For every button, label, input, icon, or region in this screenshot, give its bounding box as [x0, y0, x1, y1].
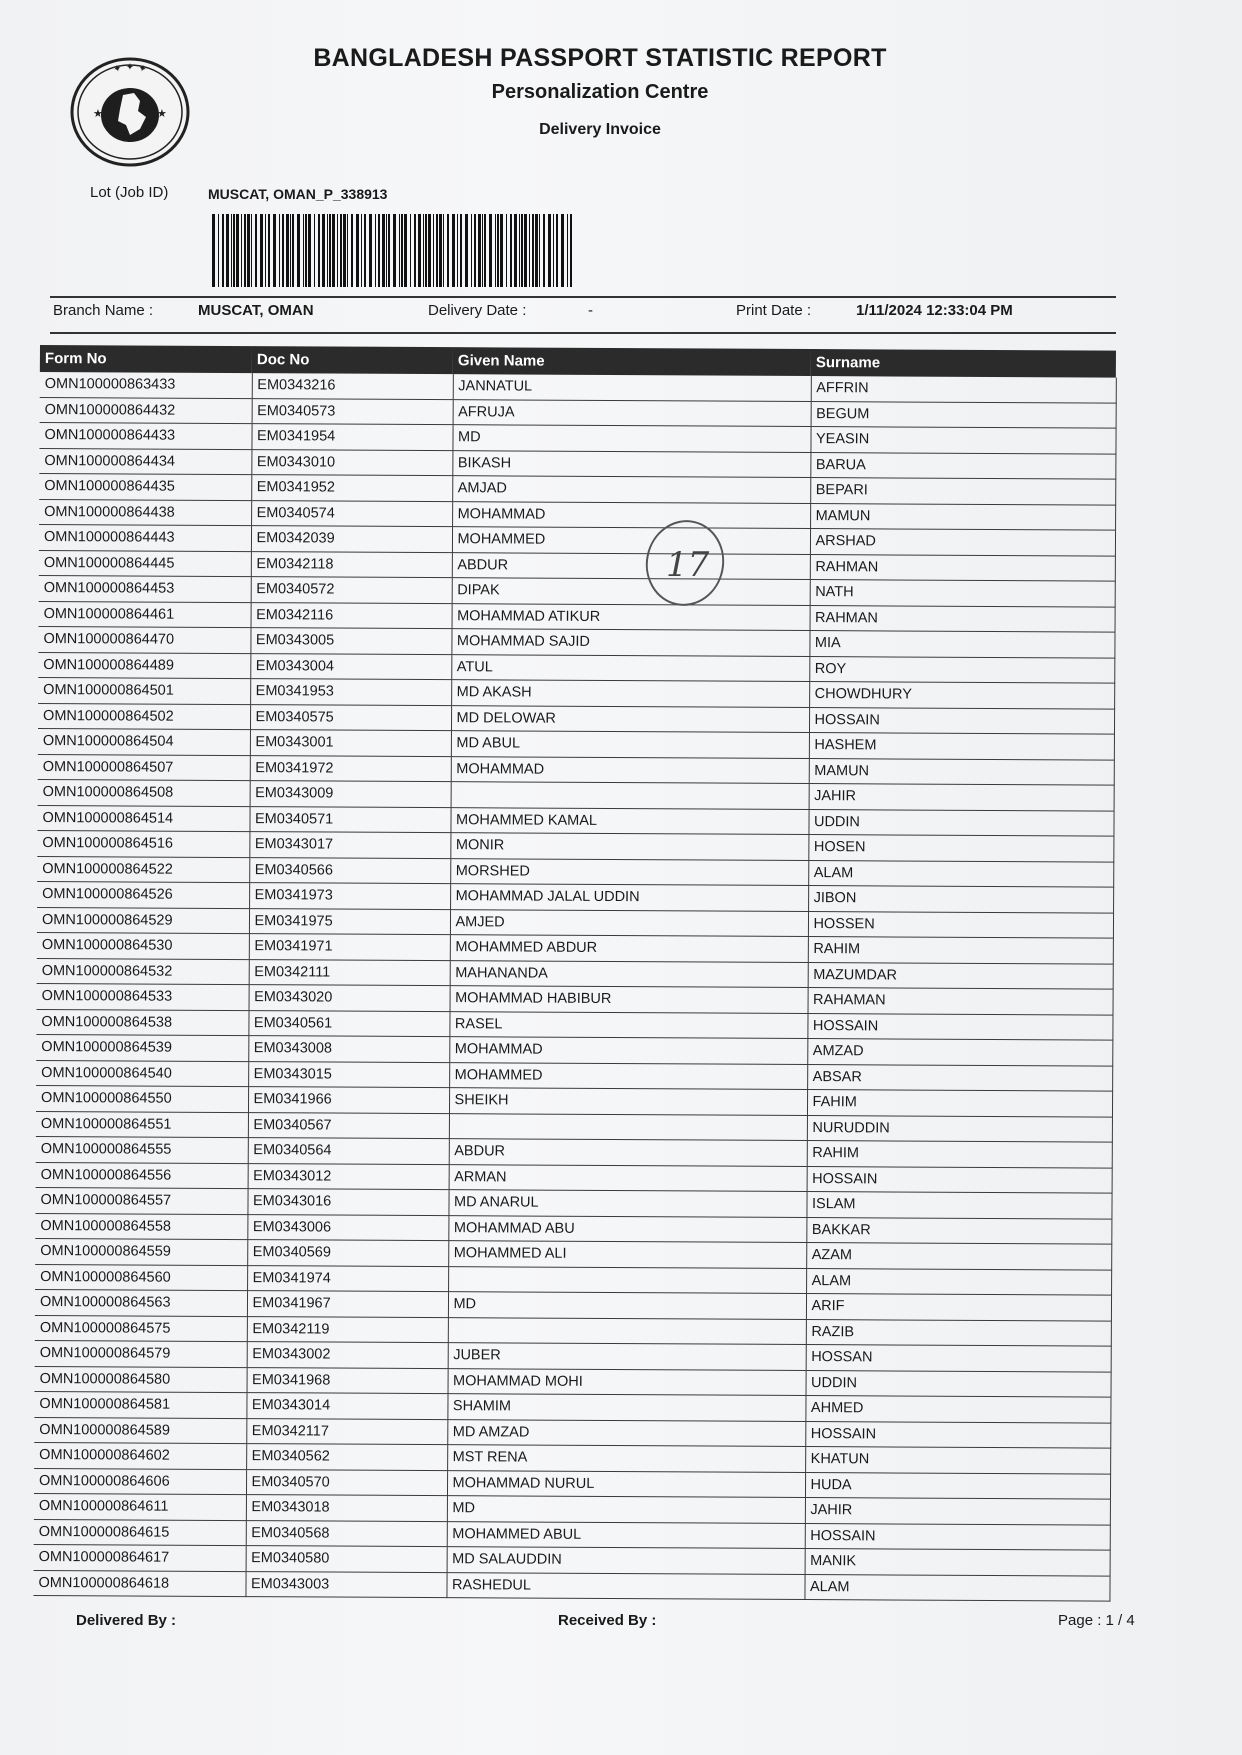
cell-surname: MANIK: [805, 1549, 1110, 1576]
cell-surname: UDDIN: [808, 809, 1113, 836]
cell-surname: ISLAM: [806, 1192, 1111, 1219]
cell-surname: HOSSAIN: [807, 1166, 1112, 1193]
cell-given-name: MONIR: [450, 833, 808, 860]
cell-doc-no: EM0340571: [249, 806, 450, 833]
cell-given-name: MD ANARUL: [448, 1190, 806, 1217]
cell-given-name: MD: [447, 1496, 805, 1523]
report-title: BANGLADESH PASSPORT STATISTIC REPORT: [313, 44, 887, 72]
cell-given-name: MD ABUL: [451, 731, 809, 758]
cell-given-name: [449, 1113, 807, 1140]
print-date-value: 1/11/2024 12:33:04 PM: [856, 302, 1013, 319]
column-header-given-name: Given Name: [453, 347, 811, 376]
cell-given-name: RASEL: [449, 1011, 807, 1038]
cell-surname: HASHEM: [809, 733, 1114, 760]
cell-form-no: OMN100000864489: [38, 652, 250, 679]
cell-doc-no: EM0343017: [249, 832, 450, 859]
cell-surname: HOSSAN: [806, 1345, 1111, 1372]
cell-form-no: OMN100000864434: [39, 448, 251, 475]
cell-doc-no: EM0340567: [248, 1112, 449, 1139]
divider-top: [50, 296, 1116, 298]
cell-doc-no: EM0343008: [248, 1036, 449, 1063]
cell-surname: AFFRIN: [811, 376, 1116, 403]
cell-given-name: MD SALAUDDIN: [447, 1547, 805, 1574]
cell-surname: HOSSEN: [808, 911, 1113, 938]
cell-doc-no: EM0343016: [247, 1189, 448, 1216]
cell-surname: ABSAR: [807, 1064, 1112, 1091]
cell-form-no: OMN100000864563: [35, 1289, 247, 1316]
lot-value: MUSCAT, OMAN_P_338913: [208, 186, 388, 202]
cell-given-name: ABDUR: [449, 1139, 807, 1166]
cell-form-no: OMN100000864550: [36, 1085, 248, 1112]
cell-form-no: OMN100000864618: [33, 1570, 245, 1597]
svg-text:17: 17: [666, 545, 710, 585]
cell-doc-no: EM0343002: [247, 1342, 448, 1369]
cell-surname: YEASIN: [810, 427, 1115, 454]
cell-doc-no: EM0341954: [251, 424, 452, 451]
cell-given-name: SHEIKH: [449, 1088, 807, 1115]
cell-given-name: MORSHED: [450, 858, 808, 885]
cell-surname: MIA: [809, 631, 1114, 658]
cell-form-no: OMN100000864617: [34, 1544, 246, 1571]
cell-doc-no: EM0343216: [252, 373, 453, 399]
cell-doc-no: EM0340562: [246, 1444, 447, 1471]
cell-doc-no: EM0342118: [251, 551, 452, 578]
delivery-date-value: -: [588, 302, 593, 319]
cell-given-name: MOHAMMAD: [452, 501, 810, 528]
cell-doc-no: EM0341973: [249, 883, 450, 910]
cell-surname: HOSSAIN: [805, 1523, 1110, 1550]
cell-given-name: MAHANANDA: [450, 960, 808, 987]
cell-form-no: OMN100000864504: [38, 728, 250, 755]
cell-form-no: OMN100000864508: [38, 779, 250, 806]
cell-form-no: OMN100000864445: [39, 550, 251, 577]
cell-form-no: OMN100000864615: [34, 1519, 246, 1546]
cell-given-name: MD AMZAD: [447, 1419, 805, 1446]
cell-surname: AHMED: [805, 1396, 1110, 1423]
cell-surname: NURUDDIN: [807, 1115, 1112, 1142]
cell-surname: RAHIM: [808, 937, 1113, 964]
cell-surname: RAHIM: [807, 1141, 1112, 1168]
cell-doc-no: EM0340561: [248, 1010, 449, 1037]
cell-surname: HUDA: [805, 1472, 1110, 1499]
cell-doc-no: EM0342117: [246, 1418, 447, 1445]
cell-surname: JAHIR: [805, 1498, 1110, 1525]
cell-surname: RAHMAN: [810, 554, 1115, 581]
cell-form-no: OMN100000864470: [38, 626, 250, 653]
cell-given-name: MOHAMMAD MOHI: [448, 1368, 806, 1395]
cell-doc-no: EM0340564: [248, 1138, 449, 1165]
cell-form-no: OMN100000864551: [36, 1111, 248, 1138]
cell-form-no: OMN100000864501: [38, 677, 250, 704]
cell-form-no: OMN100000864538: [36, 1009, 248, 1036]
cell-surname: HOSSAIN: [809, 707, 1114, 734]
cell-given-name: MOHAMMED: [452, 527, 810, 554]
document-type: Delivery Invoice: [539, 121, 661, 138]
cell-surname: ALAM: [804, 1574, 1109, 1601]
cell-given-name: ATUL: [451, 654, 809, 681]
cell-doc-no: EM0343020: [249, 985, 450, 1012]
cell-surname: RAHAMAN: [808, 988, 1113, 1015]
cell-surname: BAKKAR: [806, 1217, 1111, 1244]
cell-doc-no: EM0340570: [246, 1469, 447, 1496]
cell-given-name: MST RENA: [447, 1445, 805, 1472]
report-subtitle: Personalization Centre: [491, 81, 709, 103]
cell-given-name: MD: [452, 425, 810, 452]
cell-form-no: OMN100000864580: [35, 1366, 247, 1393]
cell-surname: HOSSAIN: [805, 1421, 1110, 1448]
cell-form-no: OMN100000864533: [37, 983, 249, 1010]
cell-form-no: OMN100000863433: [40, 372, 252, 398]
svg-text:✦ ✦ ✦: ✦ ✦ ✦: [112, 62, 148, 76]
cell-given-name: MOHAMMAD SAJID: [451, 629, 809, 656]
cell-form-no: OMN100000864453: [39, 575, 251, 602]
column-header-doc-no: Doc No: [252, 346, 453, 374]
cell-given-name: BIKASH: [452, 450, 810, 477]
cell-form-no: OMN100000864522: [37, 856, 249, 883]
cell-doc-no: EM0340574: [251, 500, 452, 527]
cell-doc-no: EM0343003: [245, 1571, 446, 1598]
cell-form-no: OMN100000864432: [40, 397, 252, 424]
cell-surname: BARUA: [810, 452, 1115, 479]
cell-given-name: MOHAMMED: [449, 1062, 807, 1089]
cell-surname: ARSHAD: [810, 529, 1115, 556]
cell-form-no: OMN100000864555: [36, 1136, 248, 1163]
cell-doc-no: EM0341975: [249, 908, 450, 935]
cell-given-name: ABDUR: [452, 552, 810, 579]
cell-form-no: OMN100000864611: [34, 1493, 246, 1520]
cell-form-no: OMN100000864556: [36, 1162, 248, 1189]
cell-given-name: [448, 1266, 806, 1293]
cell-doc-no: EM0340568: [246, 1520, 447, 1547]
cell-given-name: ARMAN: [449, 1164, 807, 1191]
branch-value: MUSCAT, OMAN: [198, 302, 314, 319]
cell-doc-no: EM0342039: [251, 526, 452, 553]
cell-doc-no: EM0340575: [250, 704, 451, 731]
cell-form-no: OMN100000864557: [35, 1187, 247, 1214]
delivery-table: [33, 345, 1116, 1602]
cell-given-name: MOHAMMAD ATIKUR: [452, 603, 810, 630]
cell-form-no: OMN100000864438: [39, 499, 251, 526]
cell-form-no: OMN100000864502: [38, 703, 250, 730]
print-date-label: Print Date :: [736, 302, 812, 319]
cell-given-name: MOHAMMAD: [451, 756, 809, 783]
column-header-form-no: Form No: [40, 345, 252, 373]
cell-form-no: OMN100000864514: [37, 805, 249, 832]
cell-doc-no: EM0342111: [249, 959, 450, 986]
delivered-by-label: Delivered By :: [76, 1612, 177, 1629]
cell-surname: MAZUMDAR: [808, 962, 1113, 989]
cell-surname: HOSSAIN: [807, 1013, 1112, 1040]
cell-surname: MAMUN: [810, 503, 1115, 530]
cell-given-name: MOHAMMAD HABIBUR: [450, 986, 808, 1013]
cell-surname: BEPARI: [810, 478, 1115, 505]
cell-doc-no: EM0341968: [247, 1367, 448, 1394]
cell-surname: CHOWDHURY: [809, 682, 1114, 709]
cell-surname: FAHIM: [807, 1090, 1112, 1117]
cell-doc-no: EM0341971: [249, 934, 450, 961]
cell-doc-no: EM0342116: [251, 602, 452, 629]
cell-surname: AZAM: [806, 1243, 1111, 1270]
svg-text:★: ★: [93, 107, 103, 120]
svg-text:★: ★: [157, 107, 167, 120]
cell-doc-no: EM0343009: [250, 781, 451, 808]
cell-given-name: SHAMIM: [447, 1394, 805, 1421]
page-number: Page : 1 / 4: [1058, 1612, 1135, 1629]
received-by-label: Received By :: [558, 1612, 657, 1629]
cell-given-name: MOHAMMAD NURUL: [447, 1470, 805, 1497]
cell-given-name: MOHAMMED ABUL: [447, 1521, 805, 1548]
cell-doc-no: EM0343004: [250, 653, 451, 680]
cell-given-name: RASHEDUL: [446, 1572, 804, 1599]
cell-form-no: OMN100000864575: [35, 1315, 247, 1342]
cell-form-no: OMN100000864540: [36, 1060, 248, 1087]
cell-doc-no: EM0341974: [247, 1265, 448, 1292]
cell-form-no: OMN100000864529: [37, 907, 249, 934]
cell-form-no: OMN100000864560: [35, 1264, 247, 1291]
cell-given-name: JUBER: [448, 1343, 806, 1370]
cell-given-name: MOHAMMED ALI: [448, 1241, 806, 1268]
cell-doc-no: EM0340566: [249, 857, 450, 884]
cell-form-no: OMN100000864435: [39, 473, 251, 500]
cell-doc-no: EM0343006: [247, 1214, 448, 1241]
cell-form-no: OMN100000864606: [34, 1468, 246, 1495]
cell-doc-no: EM0340580: [246, 1546, 447, 1573]
column-header-surname: Surname: [811, 349, 1116, 378]
cell-given-name: MD AKASH: [451, 680, 809, 707]
cell-form-no: OMN100000864539: [36, 1034, 248, 1061]
cell-surname: MAMUN: [809, 758, 1114, 785]
cell-doc-no: EM0343018: [246, 1495, 447, 1522]
cell-given-name: JANNATUL: [453, 374, 811, 401]
table-row: [33, 1570, 1109, 1601]
cell-given-name: AMJAD: [452, 476, 810, 503]
branch-label: Branch Name :: [53, 302, 154, 319]
cell-form-no: OMN100000864579: [35, 1340, 247, 1367]
cell-given-name: MOHAMMAD ABU: [448, 1215, 806, 1242]
delivery-date-label: Delivery Date :: [428, 302, 527, 319]
cell-form-no: OMN100000864443: [39, 524, 251, 551]
cell-given-name: MD DELOWAR: [451, 705, 809, 732]
cell-form-no: OMN100000864532: [37, 958, 249, 985]
cell-given-name: MOHAMMED ABDUR: [450, 935, 808, 962]
lot-label: Lot (Job ID): [90, 184, 169, 201]
cell-given-name: MOHAMMAD: [449, 1037, 807, 1064]
cell-doc-no: EM0341972: [250, 755, 451, 782]
cell-doc-no: EM0343015: [248, 1061, 449, 1088]
cell-form-no: OMN100000864461: [39, 601, 251, 628]
divider-bottom: [50, 332, 1116, 334]
cell-surname: ALAM: [808, 860, 1113, 887]
cell-doc-no: EM0341953: [250, 679, 451, 706]
cell-surname: AMZAD: [807, 1039, 1112, 1066]
cell-form-no: OMN100000864581: [34, 1391, 246, 1418]
cell-surname: BEGUM: [811, 401, 1116, 428]
cell-surname: JAHIR: [809, 784, 1114, 811]
cell-given-name: DIPAK: [452, 578, 810, 605]
cell-given-name: MD: [448, 1292, 806, 1319]
cell-surname: JIBON: [808, 886, 1113, 913]
cell-form-no: OMN100000864530: [37, 932, 249, 959]
cell-surname: NATH: [810, 580, 1115, 607]
cell-doc-no: EM0343010: [251, 449, 452, 476]
cell-form-no: OMN100000864589: [34, 1417, 246, 1444]
cell-doc-no: EM0343001: [250, 730, 451, 757]
cell-doc-no: EM0343005: [250, 628, 451, 655]
cell-given-name: [451, 782, 809, 809]
cell-form-no: OMN100000864559: [35, 1238, 247, 1265]
cell-doc-no: EM0341952: [251, 475, 452, 502]
cell-surname: UDDIN: [806, 1370, 1111, 1397]
cell-form-no: OMN100000864602: [34, 1442, 246, 1469]
cell-given-name: MOHAMMAD JALAL UDDIN: [450, 884, 808, 911]
cell-given-name: AMJED: [450, 909, 808, 936]
cell-given-name: [448, 1317, 806, 1344]
cell-doc-no: EM0340569: [247, 1240, 448, 1267]
cell-surname: ARIF: [806, 1294, 1111, 1321]
cell-doc-no: EM0340573: [252, 398, 453, 425]
cell-surname: RAHMAN: [810, 605, 1115, 632]
cell-doc-no: EM0340572: [251, 577, 452, 604]
cell-doc-no: EM0342119: [247, 1316, 448, 1343]
cell-surname: ALAM: [806, 1268, 1111, 1295]
cell-given-name: AFRUJA: [453, 399, 811, 426]
cell-surname: KHATUN: [805, 1447, 1110, 1474]
cell-surname: ROY: [809, 656, 1114, 683]
cell-form-no: OMN100000864516: [37, 830, 249, 857]
cell-surname: HOSEN: [808, 835, 1113, 862]
barcode: [212, 214, 574, 287]
cell-form-no: OMN100000864558: [35, 1213, 247, 1240]
cell-doc-no: EM0343014: [246, 1393, 447, 1420]
handwritten-mark: [642, 518, 728, 608]
cell-given-name: MOHAMMED KAMAL: [450, 807, 808, 834]
cell-doc-no: EM0343012: [248, 1163, 449, 1190]
government-seal-logo: [68, 55, 192, 169]
cell-doc-no: EM0341966: [248, 1087, 449, 1114]
cell-doc-no: EM0341967: [247, 1291, 448, 1318]
cell-form-no: OMN100000864507: [38, 754, 250, 781]
cell-form-no: OMN100000864526: [37, 881, 249, 908]
cell-surname: RAZIB: [806, 1319, 1111, 1346]
cell-form-no: OMN100000864433: [39, 422, 251, 449]
